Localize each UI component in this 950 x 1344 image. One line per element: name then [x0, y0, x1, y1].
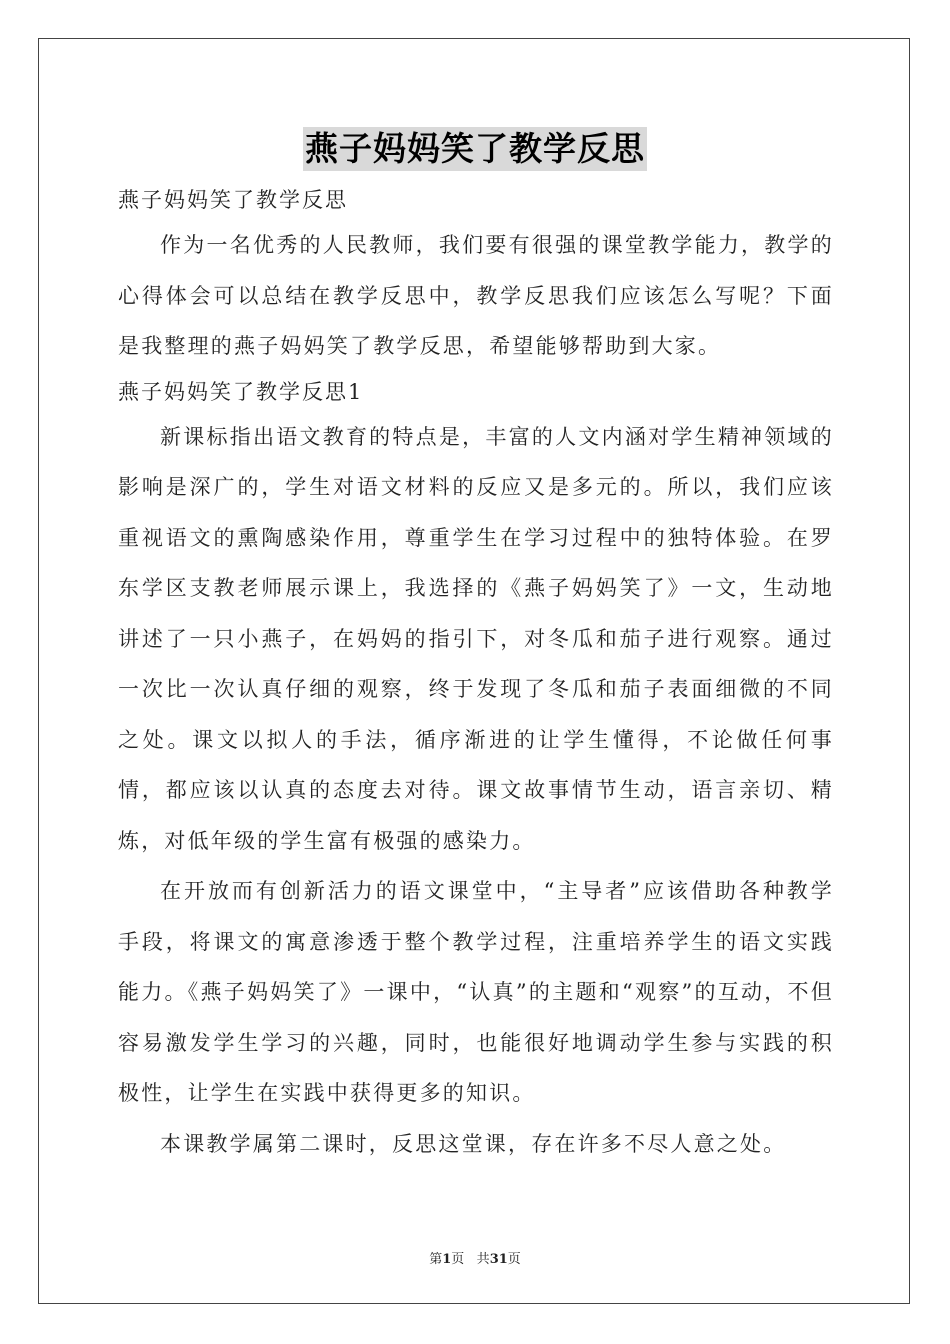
document-body	[118, 180, 834, 1169]
total-suffix: 页	[507, 1252, 521, 1267]
page-number: 1	[442, 1252, 452, 1267]
body-paragraph: 在开放而有创新活力的语文课堂中，“主导者”应该借助各种教学手段，将课文的寓意渗透于整个教学过程，注重培养学生的语文实践能力。《燕子妈妈笑了》一课中，“认真”的主题和“观察”的互动，不但容易激发学生学习的兴趣，同时，也能很好地调动学生参与实践的积极性，让学生在实践中获得更多的知识。	[118, 879, 834, 1105]
document-subtitle: 燕子妈妈笑了教学反思	[118, 188, 348, 212]
section-heading: 燕子妈妈笑了教学反思1	[118, 379, 364, 404]
title-container	[0, 127, 950, 171]
page-suffix: 页	[451, 1252, 465, 1267]
total-pages: 31	[489, 1252, 508, 1267]
body-paragraph: 本课教学属第二课时，反思这堂课，存在许多不尽人意之处。	[160, 1131, 787, 1156]
total-prefix: 共	[476, 1252, 490, 1267]
intro-paragraph: 作为一名优秀的人民教师，我们要有很强的课堂教学能力，教学的心得体会可以总结在教学反思中，教学反思我们应该怎么写呢？下面是我整理的燕子妈妈笑了教学反思，希望能够帮助到大家。	[118, 233, 834, 358]
body-paragraph: 新课标指出语文教育的特点是，丰富的人文内涵对学生精神领域的影响是深广的，学生对语文材料的反应又是多元的。所以，我们应该重视语文的熏陶感染作用，尊重学生在学习过程中的独特体验。在罗东学区支教老师展示课上，我选择的《燕子妈妈笑了》一文，生动地讲述了一只小燕子，在妈妈的指引下，对冬瓜和茄子进行观察。通过一次比一次认真仔细的观察，终于发现了冬瓜和茄子表面细微的不同之处。课文以拟人的手法，循序渐进的让学生懂得，不论做任何事情，都应该以认真的态度去对待。课文故事情节生动，语言亲切、精炼，对低年级的学生富有极强的感染力。	[118, 424, 834, 853]
document-title: 燕子妈妈笑了教学反思	[303, 127, 647, 171]
page-prefix: 第	[429, 1252, 443, 1267]
page-footer	[0, 1248, 950, 1267]
